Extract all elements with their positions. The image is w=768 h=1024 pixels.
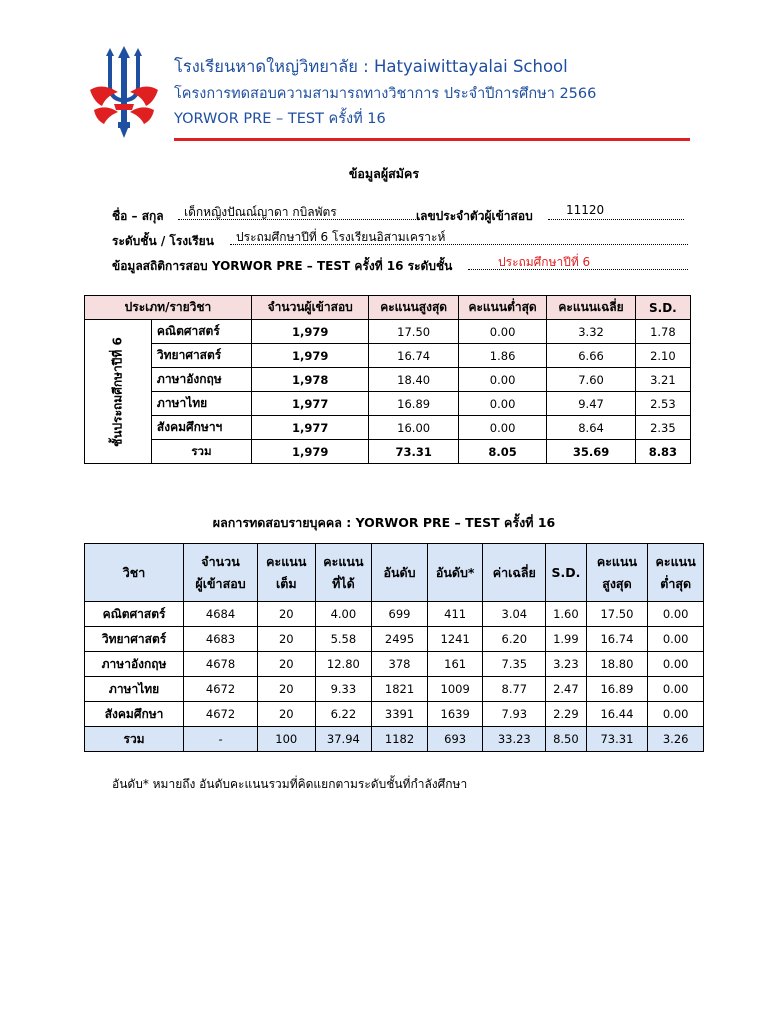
table-row bbox=[85, 702, 704, 727]
rank-footnote: อันดับ* หมายถึง อันดับคะแนนรวมที่คิดแยกตามระดับชั้นที่กำลังศึกษา bbox=[112, 777, 468, 791]
rank-cell: 3391 bbox=[372, 702, 428, 727]
max-cell: 73.31 bbox=[369, 440, 458, 464]
min-cell: 0.00 bbox=[648, 627, 704, 652]
max-cell: 16.74 bbox=[369, 344, 458, 368]
subject-cell: ภาษาอังกฤษ bbox=[85, 652, 184, 677]
avg-cell: 3.04 bbox=[483, 602, 546, 627]
sd-cell: 2.35 bbox=[635, 416, 690, 440]
table-row bbox=[85, 677, 704, 702]
min-cell: 3.26 bbox=[648, 727, 704, 752]
sd-cell: 1.78 bbox=[635, 320, 690, 344]
rank-cell: 378 bbox=[372, 652, 428, 677]
total-label-cell: รวม bbox=[151, 440, 251, 464]
min-cell: 0.00 bbox=[458, 416, 546, 440]
count-cell: 1,979 bbox=[251, 344, 368, 368]
results-header-rank2: อันดับ* bbox=[427, 544, 483, 602]
results-total-row bbox=[85, 727, 704, 752]
rank-cell: 2495 bbox=[372, 627, 428, 652]
min-cell: 0.00 bbox=[648, 677, 704, 702]
max-cell: 16.44 bbox=[586, 702, 648, 727]
subject-cell: สังคมศึกษา bbox=[85, 702, 184, 727]
full-cell: 20 bbox=[257, 652, 315, 677]
avg-cell: 7.35 bbox=[483, 652, 546, 677]
max-cell: 16.89 bbox=[586, 677, 648, 702]
count-cell: 4672 bbox=[184, 677, 258, 702]
header-line: เต็ม bbox=[275, 575, 297, 591]
header-line: จำนวน bbox=[201, 553, 240, 569]
rank-cell: 1182 bbox=[372, 727, 428, 752]
test-name: YORWOR PRE – TEST ครั้งที่ 16 bbox=[174, 111, 386, 127]
name-value: เด็กหญิงปัณณ์ญาดา กบิลพัตร bbox=[178, 203, 420, 220]
score-cell: 37.94 bbox=[315, 727, 372, 752]
min-cell: 0.00 bbox=[458, 392, 546, 416]
full-cell: 20 bbox=[257, 702, 315, 727]
score-cell: 9.33 bbox=[315, 677, 372, 702]
subject-cell: ภาษาไทย bbox=[85, 677, 184, 702]
header-line: ผู้เข้าสอบ bbox=[195, 575, 246, 591]
header-line: คะแนน bbox=[266, 553, 307, 569]
avg-cell: 9.47 bbox=[547, 392, 635, 416]
id-value: 11120 bbox=[548, 203, 684, 220]
full-cell: 20 bbox=[257, 677, 315, 702]
subject-cell: คณิตศาสตร์ bbox=[85, 602, 184, 627]
name-label: ชื่อ – สกุล bbox=[112, 209, 164, 223]
table-row bbox=[85, 392, 691, 416]
rank2-cell: 1639 bbox=[427, 702, 483, 727]
subject-cell: ภาษาอังกฤษ bbox=[151, 368, 251, 392]
full-cell: 20 bbox=[257, 602, 315, 627]
max-cell: 16.74 bbox=[586, 627, 648, 652]
stats-header-count: จำนวนผู้เข้าสอบ bbox=[251, 296, 368, 320]
rank2-cell: 1009 bbox=[427, 677, 483, 702]
sd-cell: 1.60 bbox=[546, 602, 586, 627]
score-cell: 6.22 bbox=[315, 702, 372, 727]
sd-cell: 8.50 bbox=[546, 727, 586, 752]
table-row bbox=[85, 602, 704, 627]
stats-total-row bbox=[85, 440, 691, 464]
stats-header-max: คะแนนสูงสุด bbox=[369, 296, 458, 320]
results-table bbox=[84, 543, 704, 752]
sd-cell: 3.21 bbox=[635, 368, 690, 392]
results-header-min bbox=[648, 544, 704, 602]
stats-header-subject: ประเภท/รายวิชา bbox=[85, 296, 252, 320]
level-label: ระดับชั้น / โรงเรียน bbox=[112, 234, 214, 248]
stats-label: ข้อมูลสถิติการสอบ YORWOR PRE – TEST ครั้งที่ 16 ระดับชั้น bbox=[112, 259, 453, 273]
header-line: คะแนน bbox=[596, 553, 638, 569]
stats-header-min: คะแนนต่ำสุด bbox=[458, 296, 546, 320]
min-cell: 8.05 bbox=[458, 440, 546, 464]
rank-cell: 1821 bbox=[372, 677, 428, 702]
results-header-sd: S.D. bbox=[546, 544, 586, 602]
max-cell: 18.40 bbox=[369, 368, 458, 392]
full-cell: 100 bbox=[257, 727, 315, 752]
rank2-cell: 693 bbox=[427, 727, 483, 752]
header-line: สูงสุด bbox=[602, 575, 632, 591]
results-header-count bbox=[184, 544, 258, 602]
rank-cell: 699 bbox=[372, 602, 428, 627]
results-header-subject: วิชา bbox=[85, 544, 184, 602]
stats-header-avg: คะแนนเฉลี่ย bbox=[547, 296, 635, 320]
results-header-rank: อันดับ bbox=[372, 544, 428, 602]
header-line: ที่ได้ bbox=[332, 575, 355, 591]
table-row bbox=[85, 368, 691, 392]
min-cell: 1.86 bbox=[458, 344, 546, 368]
max-cell: 16.00 bbox=[369, 416, 458, 440]
header-line: คะแนน bbox=[655, 553, 696, 569]
table-row bbox=[85, 344, 691, 368]
grade-group-label: ชั้นประถมศึกษาปีที่ 6 bbox=[110, 336, 125, 447]
school-logo-icon bbox=[88, 46, 160, 138]
avg-cell: 6.66 bbox=[547, 344, 635, 368]
avg-cell: 7.60 bbox=[547, 368, 635, 392]
table-row bbox=[85, 416, 691, 440]
avg-cell: 8.64 bbox=[547, 416, 635, 440]
score-cell: 5.58 bbox=[315, 627, 372, 652]
min-cell: 0.00 bbox=[648, 602, 704, 627]
count-cell: 1,977 bbox=[251, 416, 368, 440]
avg-cell: 3.32 bbox=[547, 320, 635, 344]
stats-table bbox=[84, 295, 691, 464]
avg-cell: 7.93 bbox=[483, 702, 546, 727]
rank2-cell: 1241 bbox=[427, 627, 483, 652]
min-cell: 0.00 bbox=[648, 652, 704, 677]
max-cell: 17.50 bbox=[369, 320, 458, 344]
count-cell: 1,977 bbox=[251, 392, 368, 416]
avg-cell: 6.20 bbox=[483, 627, 546, 652]
max-cell: 16.89 bbox=[369, 392, 458, 416]
subject-cell: สังคมศึกษาฯ bbox=[151, 416, 251, 440]
rank2-cell: 411 bbox=[427, 602, 483, 627]
table-row bbox=[85, 320, 691, 344]
sd-cell: 2.53 bbox=[635, 392, 690, 416]
stats-header-sd: S.D. bbox=[635, 296, 690, 320]
results-title: ผลการทดสอบรายบุคคล : YORWOR PRE – TEST ครั้งที่ 16 bbox=[212, 515, 556, 530]
count-cell: - bbox=[184, 727, 258, 752]
subject-cell: วิทยาศาสตร์ bbox=[151, 344, 251, 368]
sd-cell: 2.47 bbox=[546, 677, 586, 702]
results-header-score bbox=[315, 544, 372, 602]
subject-cell: ภาษาไทย bbox=[151, 392, 251, 416]
header-divider bbox=[174, 138, 690, 141]
sd-cell: 1.99 bbox=[546, 627, 586, 652]
count-cell: 1,979 bbox=[251, 320, 368, 344]
count-cell: 1,979 bbox=[251, 440, 368, 464]
score-cell: 12.80 bbox=[315, 652, 372, 677]
sd-cell: 2.29 bbox=[546, 702, 586, 727]
stats-header-row bbox=[85, 296, 691, 320]
subject-cell: วิทยาศาสตร์ bbox=[85, 627, 184, 652]
count-cell: 4672 bbox=[184, 702, 258, 727]
id-label: เลขประจำตัวผู้เข้าสอบ bbox=[416, 209, 533, 223]
sd-cell: 3.23 bbox=[546, 652, 586, 677]
results-header-max bbox=[586, 544, 648, 602]
applicant-section-title: ข้อมูลผู้สมัคร bbox=[348, 166, 420, 181]
min-cell: 0.00 bbox=[458, 368, 546, 392]
max-cell: 17.50 bbox=[586, 602, 648, 627]
stats-level-value: ประถมศึกษาปีที่ 6 bbox=[468, 253, 688, 270]
results-header-row bbox=[85, 544, 704, 602]
rank2-cell: 161 bbox=[427, 652, 483, 677]
header-line: คะแนน bbox=[323, 553, 364, 569]
table-row bbox=[85, 652, 704, 677]
grade-group-cell bbox=[85, 320, 152, 464]
min-cell: 0.00 bbox=[458, 320, 546, 344]
max-cell: 18.80 bbox=[586, 652, 648, 677]
header-line: ต่ำสุด bbox=[660, 575, 692, 591]
avg-cell: 33.23 bbox=[483, 727, 546, 752]
score-cell: 4.00 bbox=[315, 602, 372, 627]
count-cell: 4678 bbox=[184, 652, 258, 677]
project-name: โครงการทดสอบความสามารถทางวิชาการ ประจำปีการศึกษา 2566 bbox=[174, 86, 597, 102]
sd-cell: 2.10 bbox=[635, 344, 690, 368]
total-label-cell: รวม bbox=[85, 727, 184, 752]
table-row bbox=[85, 627, 704, 652]
count-cell: 4684 bbox=[184, 602, 258, 627]
avg-cell: 8.77 bbox=[483, 677, 546, 702]
sd-cell: 8.83 bbox=[635, 440, 690, 464]
level-value: ประถมศึกษาปีที่ 6 โรงเรียนอิสามเคราะห์ bbox=[230, 228, 688, 245]
count-cell: 4683 bbox=[184, 627, 258, 652]
max-cell: 73.31 bbox=[586, 727, 648, 752]
avg-cell: 35.69 bbox=[547, 440, 635, 464]
full-cell: 20 bbox=[257, 627, 315, 652]
results-header-full bbox=[257, 544, 315, 602]
min-cell: 0.00 bbox=[648, 702, 704, 727]
subject-cell: คณิตศาสตร์ bbox=[151, 320, 251, 344]
count-cell: 1,978 bbox=[251, 368, 368, 392]
results-header-avg: ค่าเฉลี่ย bbox=[483, 544, 546, 602]
school-name: โรงเรียนหาดใหญ่วิทยาลัย : Hatyaiwittayalai School bbox=[174, 57, 568, 76]
